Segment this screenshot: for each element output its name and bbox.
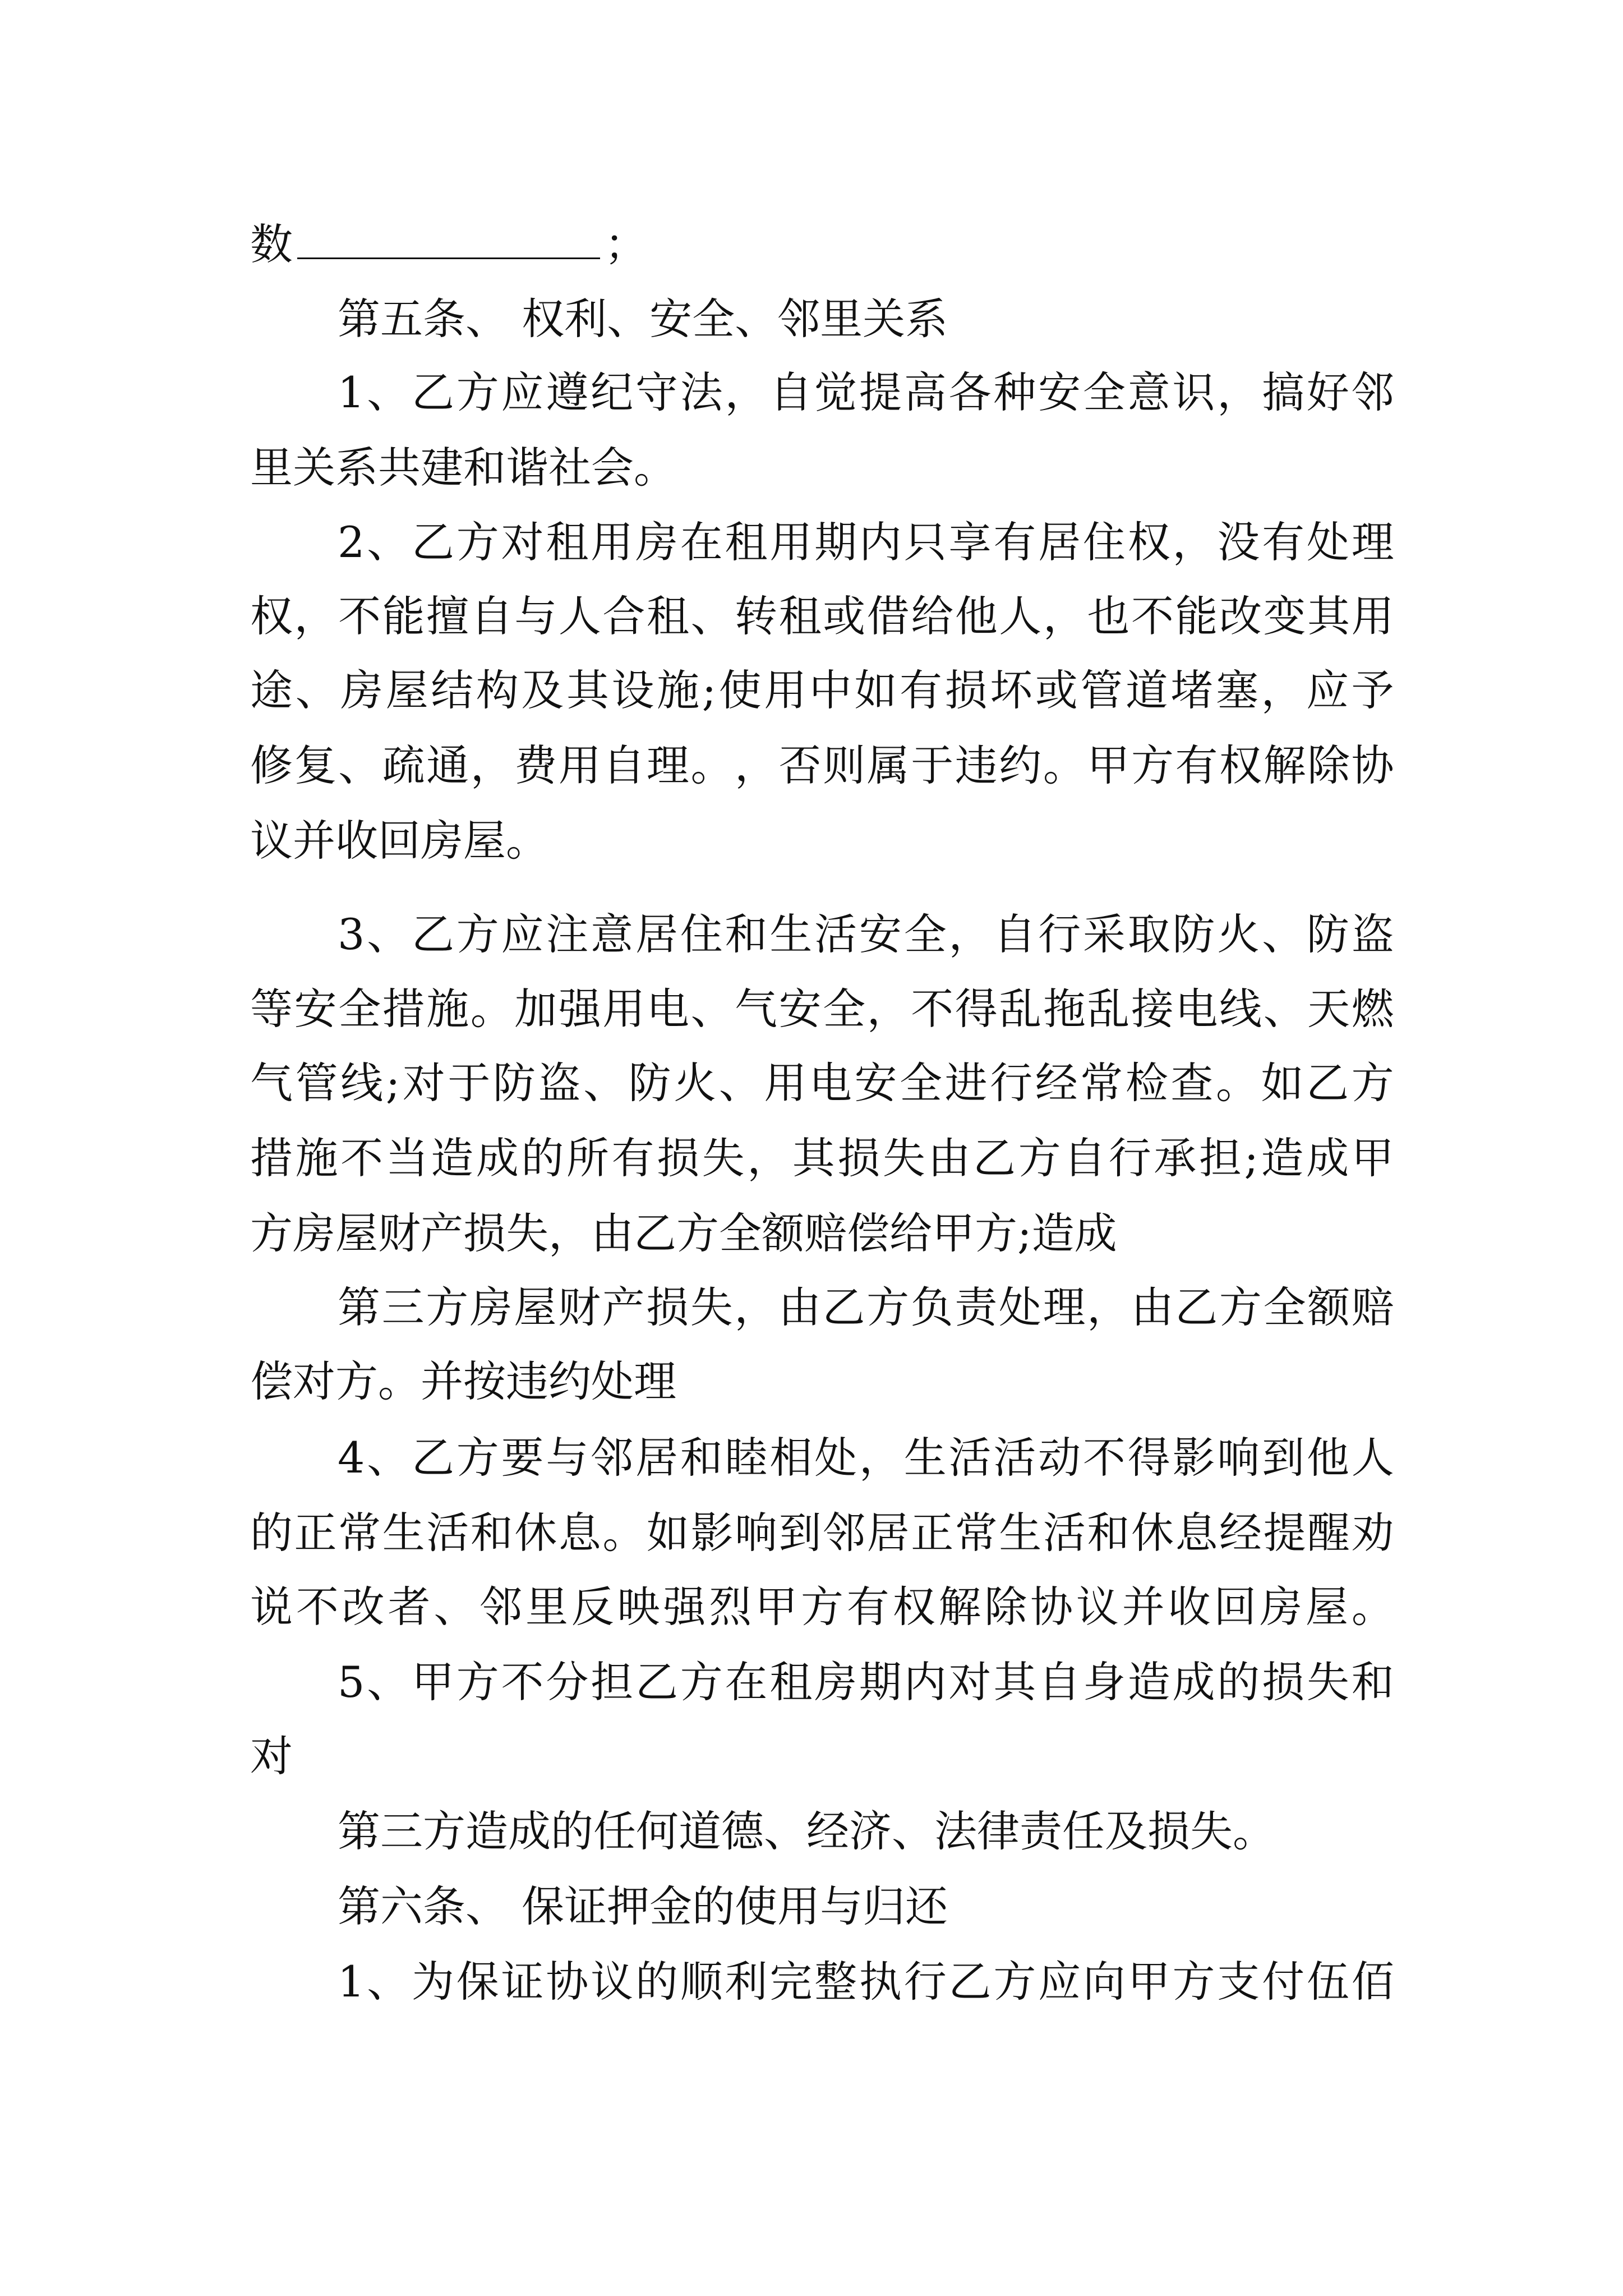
line-1 xyxy=(250,218,1394,272)
fill-in-blank xyxy=(297,224,600,259)
line-1-start: 数 xyxy=(250,219,293,269)
article-5-item-1-line-1: 1 、 乙 方 应 遵 纪 守 法 ， 自 觉 提 高 各 种 安 全 意 识 ， 搞 好 邻 xyxy=(338,367,1394,417)
article-5-item-4-line-2: 的 正 常 生 活 和 休 息 。 如 影 响 到 邻 居 正 常 生 活 和 休 息 经 提 醒 劝 xyxy=(250,1508,1394,1558)
article-5-item-2-line-3: 途 、 房 屋 结 构 及 其 设 施 ; 使 用 中 如 有 损 坏 或 管 道 堵 塞 ， 应 予 xyxy=(250,665,1394,715)
article-5-item-3-line-2: 等 安 全 措 施 。 加 强 用 电 、 气 安 全 ， 不 得 乱 拖 乱 接 电 线 、 天 燃 xyxy=(250,984,1394,1034)
article-5-item-2-line-2: 权 ， 不 能 擅 自 与 人 合 租 、 转 租 或 借 给 他 人 ， 也 不 能 改 变 其 用 xyxy=(250,591,1394,641)
line-1-end: ； xyxy=(605,219,647,269)
article-6-heading: 第六条、 保证押金的使用与归还 xyxy=(338,1881,948,1931)
article-5-item-4-line-3: 说 不 改 者 、 邻 里 反 映 强 烈 甲 方 有 权 解 除 协 议 并 收 回 房 屋 。 xyxy=(250,1582,1394,1632)
article-5-item-1-line-2: 里关系共建和谐社会。 xyxy=(250,443,676,493)
article-5-item-4-line-1: 4 、 乙 方 要 与 邻 居 和 睦 相 处 ， 生 活 活 动 不 得 影 响 到 他 人 xyxy=(338,1433,1394,1483)
article-5-item-5-line-2: 对 xyxy=(250,1731,293,1781)
article-5-item-2-line-4: 修 复 、 疏 通 ， 费 用 自 理 。 ， 否 则 属 于 违 约 。 甲 方 有 权 解 除 协 xyxy=(250,740,1394,790)
article-6-item-1-line-1: 1 、 为 保 证 协 议 的 顺 利 完 整 执 行 乙 方 应 向 甲 方 支 付 伍 佰 xyxy=(338,1957,1394,2007)
article-5-heading: 第五条、 权利、安全、邻里关系 xyxy=(338,294,948,344)
article-5-item-2-line-1: 2 、 乙 方 对 租 用 房 在 租 用 期 内 只 享 有 居 住 权 ， 没 有 处 理 xyxy=(338,517,1394,567)
article-5-item-3-line-6: 第 三 方 房 屋 财 产 损 失 ， 由 乙 方 负 责 处 理 ， 由 乙 方 全 额 赔 xyxy=(338,1282,1394,1332)
article-5-item-3-line-5: 方房屋财产损失，由乙方全额赔偿给甲方;造成 xyxy=(250,1208,1117,1258)
article-5-item-3-line-1: 3 、 乙 方 应 注 意 居 住 和 生 活 安 全 ， 自 行 采 取 防 火 、 防 盗 xyxy=(338,909,1394,959)
article-5-item-3-line-7: 偿对方。并按违约处理 xyxy=(250,1356,676,1406)
article-5-item-2-line-5: 议并收回房屋。 xyxy=(250,816,548,866)
article-5-item-5-line-3: 第三方造成的任何道德、经济、法律责任及损失。 xyxy=(338,1806,1275,1856)
article-5-item-5-line-1: 5 、 甲 方 不 分 担 乙 方 在 租 房 期 内 对 其 自 身 造 成 的 损 失 和 xyxy=(338,1657,1394,1707)
article-5-item-3-line-3: 气 管 线 ; 对 于 防 盗 、 防 火 、 用 电 安 全 进 行 经 常 检 查 。 如 乙 方 xyxy=(250,1058,1394,1108)
article-5-item-3-line-4: 措 施 不 当 造 成 的 所 有 损 失 ， 其 损 失 由 乙 方 自 行 承 担 ; 造 成 甲 xyxy=(250,1133,1394,1183)
